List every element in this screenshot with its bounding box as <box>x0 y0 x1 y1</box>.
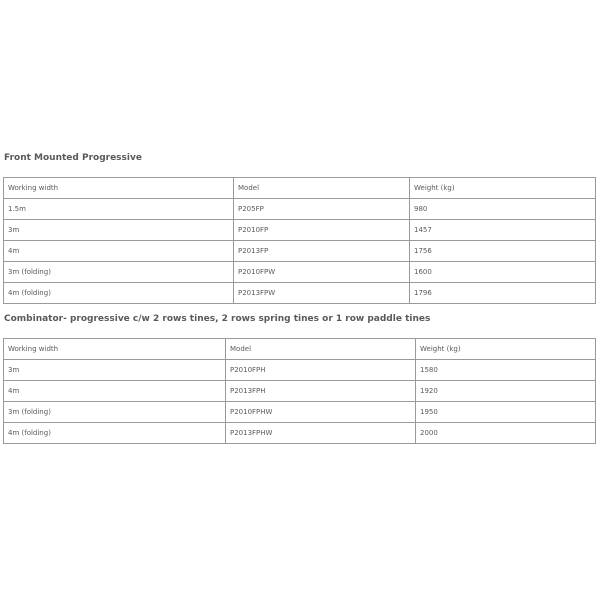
table-cell: 3m (folding) <box>4 402 226 423</box>
table-cell: 1796 <box>410 283 596 304</box>
section-title-combinator: Combinator- progressive c/w 2 rows tines, 2 rows spring tines or 1 row paddle tines <box>4 314 431 324</box>
header-cell: Model <box>234 178 410 199</box>
table-cell: 1920 <box>416 381 596 402</box>
table-cell: P2010FPW <box>234 262 410 283</box>
table-row <box>4 283 596 304</box>
header-cell: Model <box>226 339 416 360</box>
table-cell: 3m <box>4 220 234 241</box>
header-cell: Weight (kg) <box>410 178 596 199</box>
table-cell: 980 <box>410 199 596 220</box>
table-cell: P2013FPHW <box>226 423 416 444</box>
table-cell: 1756 <box>410 241 596 262</box>
header-cell: Working width <box>4 339 226 360</box>
table-row <box>4 199 596 220</box>
table-row <box>4 402 596 423</box>
table-row <box>4 262 596 283</box>
table-cell: 4m (folding) <box>4 283 234 304</box>
table-row <box>4 423 596 444</box>
header-cell: Weight (kg) <box>416 339 596 360</box>
table-cell: 1457 <box>410 220 596 241</box>
table-header-row <box>4 339 596 360</box>
table-cell: 1.5m <box>4 199 234 220</box>
header-cell: Working width <box>4 178 234 199</box>
table-cell: P2010FPHW <box>226 402 416 423</box>
table-header-row <box>4 178 596 199</box>
table-cell: 4m <box>4 381 226 402</box>
table-cell: 3m <box>4 360 226 381</box>
table-row <box>4 381 596 402</box>
table-cell: P2010FPH <box>226 360 416 381</box>
table-cell: 1600 <box>410 262 596 283</box>
table-cell: P2013FPH <box>226 381 416 402</box>
section-title-front-mounted: Front Mounted Progressive <box>4 153 142 163</box>
table-cell: 1950 <box>416 402 596 423</box>
table-cell: 4m <box>4 241 234 262</box>
table-cell: 4m (folding) <box>4 423 226 444</box>
table-row <box>4 220 596 241</box>
table-cell: P2013FPW <box>234 283 410 304</box>
table-row <box>4 360 596 381</box>
spec-table-combinator <box>3 338 596 444</box>
spec-table-front-mounted <box>3 177 596 304</box>
table-cell: P205FP <box>234 199 410 220</box>
table-row <box>4 241 596 262</box>
table-cell: 3m (folding) <box>4 262 234 283</box>
table-cell: 1580 <box>416 360 596 381</box>
table-cell: P2013FP <box>234 241 410 262</box>
table-cell: 2000 <box>416 423 596 444</box>
table-cell: P2010FP <box>234 220 410 241</box>
